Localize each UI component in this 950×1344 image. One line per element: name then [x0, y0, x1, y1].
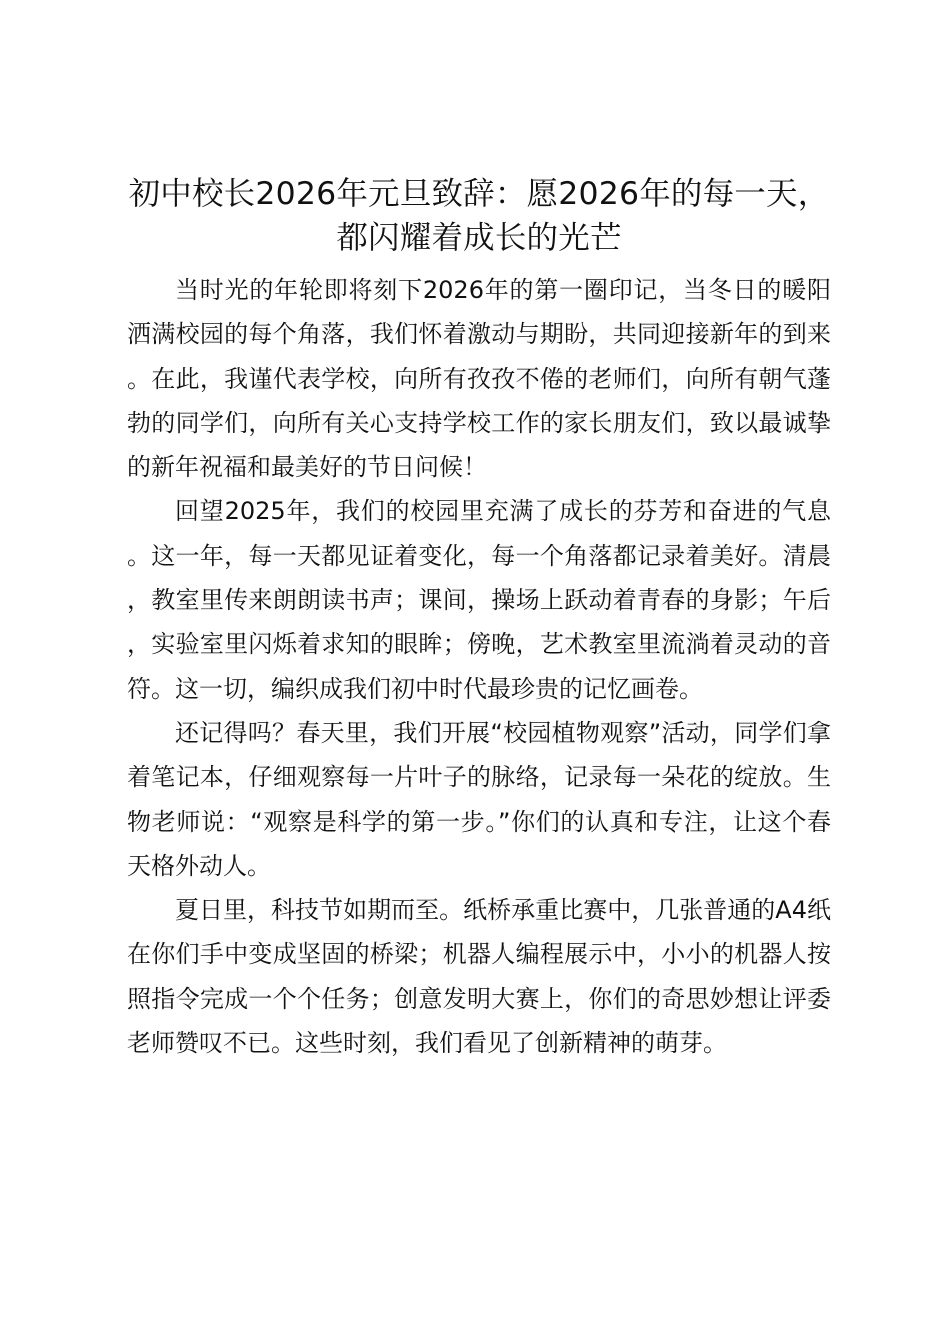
- paragraph: 还记得吗？春天里，我们开展“校园植物观察”活动，同学们拿着笔记本，仔细观察每一片叶子的脉络，记录每一朵花的绽放。生物老师说：“观察是科学的第一步。”你们的认真和专注，让这个春天格外动人。: [127, 718, 831, 880]
- document-body: [127, 268, 831, 1065]
- paragraph: 当时光的年轮即将刻下2026年的第一圈印记，当冬日的暖阳洒满校园的每个角落，我们怀着激动与期盼，共同迎接新年的到来。在此，我谨代表学校，向所有孜孜不倦的老师们，向所有朝气蓬勃的同学们，向所有关心支持学校工作的家长朋友们，致以最诚挚的新年祝福和最美好的节日问候！: [127, 276, 831, 482]
- paragraph: 夏日里，科技节如期而至。纸桥承重比赛中，几张普通的A4纸在你们手中变成坚固的桥梁；机器人编程展示中，小小的机器人按照指令完成一个个任务；创意发明大赛上，你们的奇思妙想让评委老师赞叹不已。这些时刻，我们看见了创新精神的萌芽。: [127, 896, 831, 1058]
- document-title: 初中校长2026年元旦致辞：愿2026年的每一天，都闪耀着成长的光芒: [128, 176, 830, 256]
- document-page: [127, 172, 831, 1065]
- paragraph: 回望2025年，我们的校园里充满了成长的芬芳和奋进的气息。这一年，每一天都见证着变化，每一个角落都记录着美好。清晨，教室里传来朗朗读书声；课间，操场上跃动着青春的身影；午后，实验室里闪烁着求知的眼眸；傍晚，艺术教室里流淌着灵动的音符。这一切，编织成我们初中时代最珍贵的记忆画卷。: [127, 497, 831, 703]
